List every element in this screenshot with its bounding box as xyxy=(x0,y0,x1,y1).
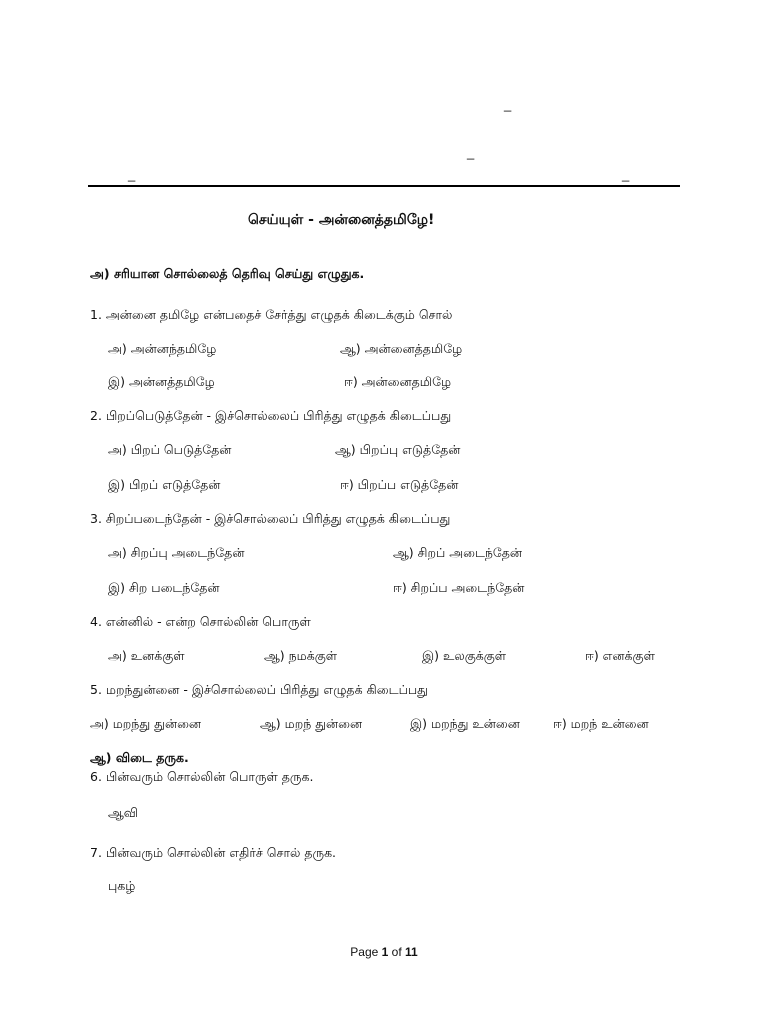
q2-option-d: ஈ) பிறப்ப எடுத்தேன் xyxy=(340,477,459,492)
q4-option-a: அ) உனக்குள் xyxy=(108,648,185,663)
page-of: of xyxy=(388,945,406,959)
page-title: செய்யுள் - அன்னைத்தமிழே! xyxy=(248,212,435,228)
q4-option-d: ஈ) எனக்குள் xyxy=(585,648,655,663)
q4-option-c: இ) உலகுக்குள் xyxy=(422,648,507,663)
header-dash: _ xyxy=(128,167,136,182)
q3-option-c: இ) சிற படைந்தேன் xyxy=(108,580,220,595)
q2-option-a: அ) பிறப் பெடுத்தேன் xyxy=(108,442,232,457)
q1-option-b: ஆ) அன்னைத்தமிழே xyxy=(340,341,463,356)
question-6-word: ஆவி xyxy=(108,805,139,820)
page-total: 11 xyxy=(405,945,418,959)
q1-option-a: அ) அன்னந்தமிழே xyxy=(108,341,217,356)
q5-option-a: அ) மறந்து துன்னை xyxy=(90,716,202,731)
question-7: 7. பின்வரும் சொல்லின் எதிர்ச் சொல் தருக. xyxy=(90,845,337,860)
section-b-heading: ஆ) விடை தருக. xyxy=(90,750,189,765)
q3-option-d: ஈ) சிறப்ப அடைந்தேன் xyxy=(393,580,525,595)
header-dash: _ xyxy=(504,97,512,112)
page-current: 1 xyxy=(381,945,389,959)
q1-option-d: ஈ) அன்னைதமிழே xyxy=(344,374,452,389)
section-a-heading: அ) சரியான சொல்லைத் தெரிவு செய்து எழுதுக. xyxy=(90,266,365,281)
question-1: 1. அன்னை தமிழே என்பதைச் சேர்த்து எழுதக் கிடைக்கும் சொல் xyxy=(90,307,453,322)
q4-option-b: ஆ) நமக்குள் xyxy=(264,648,338,663)
question-5: 5. மறந்துன்னை - இச்சொல்லைப் பிரித்து எழுதக் கிடைப்பது xyxy=(90,682,429,697)
question-3: 3. சிறப்படைந்தேன் - இச்சொல்லைப் பிரித்து எழுதக் கிடைப்பது xyxy=(90,511,451,526)
q2-option-b: ஆ) பிறப்பு எடுத்தேன் xyxy=(335,442,461,457)
question-2: 2. பிறப்பெடுத்தேன் - இச்சொல்லைப் பிரித்து எழுதக் கிடைப்பது xyxy=(90,408,452,423)
q5-option-d: ஈ) மறந் உன்னை xyxy=(553,716,649,731)
page-prefix: Page xyxy=(350,945,382,959)
q1-option-c: இ) அன்னத்தமிழே xyxy=(108,374,215,389)
header-dash: _ xyxy=(622,167,630,182)
question-6: 6. பின்வரும் சொல்லின் பொருள் தருக. xyxy=(90,769,314,784)
q3-option-b: ஆ) சிறப் அடைந்தேன் xyxy=(393,545,523,560)
q5-option-b: ஆ) மறந் துன்னை xyxy=(260,716,363,731)
page-number xyxy=(0,944,768,960)
header-dash: _ xyxy=(467,145,475,160)
q5-option-c: இ) மறந்து உன்னை xyxy=(410,716,520,731)
q3-option-a: அ) சிறப்பு அடைந்தேன் xyxy=(108,545,245,560)
question-7-word: புகழ் xyxy=(108,878,136,893)
header-rule xyxy=(88,185,680,187)
q2-option-c: இ) பிறப் எடுத்தேன் xyxy=(108,477,221,492)
question-4: 4. என்னில் - என்ற சொல்லின் பொருள் xyxy=(90,614,311,629)
